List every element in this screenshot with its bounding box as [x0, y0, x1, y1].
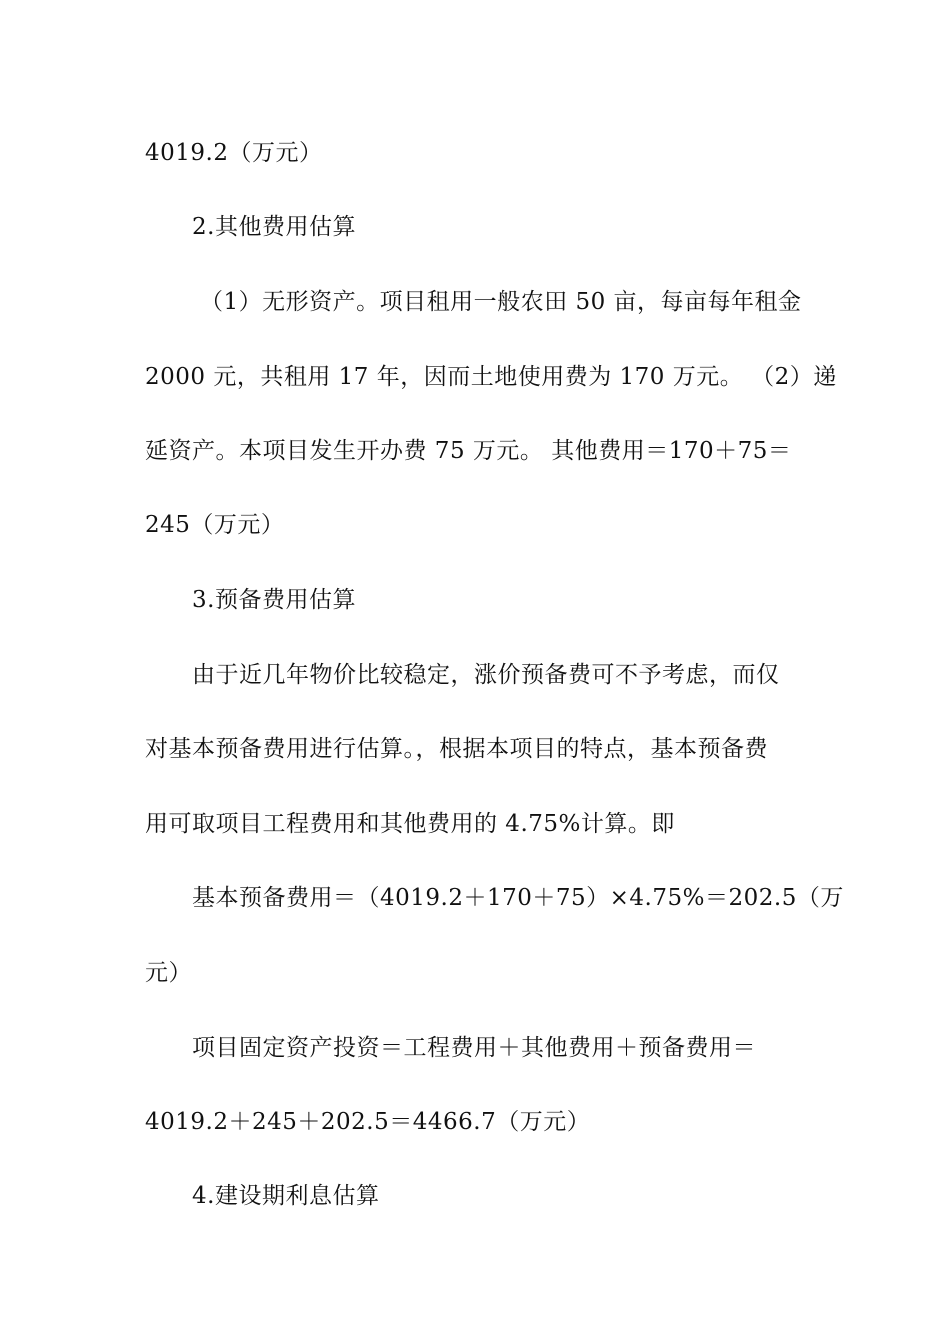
- formula-line: 基本预备费用＝（4019.2＋170＋75）×4.75%＝202.5（万: [192, 885, 844, 911]
- formula-line: 项目固定资产投资＝工程费用＋其他费用＋预备费用＝: [192, 1035, 756, 1061]
- text-line: 245（万元）: [145, 512, 285, 538]
- formula-line: 4019.2＋245＋202.5＝4466.7（万元）: [145, 1109, 591, 1135]
- section-heading: 4.建设期利息估算: [192, 1183, 380, 1209]
- section-heading: 3.预备费用估算: [192, 587, 356, 613]
- text-line: 用可取项目工程费用和其他费用的 4.75%计算。即: [145, 811, 675, 837]
- text-line: （1）无形资产。项目租用一般农田 50 亩，每亩每年租金: [200, 289, 802, 315]
- text-line: 4019.2（万元）: [145, 140, 323, 166]
- text-line: 元）: [145, 960, 192, 986]
- text-line: 对基本预备费用进行估算。，根据本项目的特点，基本预备费: [145, 736, 768, 762]
- section-heading: 2.其他费用估算: [192, 214, 356, 240]
- text-line: 由于近几年物价比较稳定，涨价预备费可不予考虑，而仅: [192, 662, 780, 688]
- text-line: 2000 元，共租用 17 年，因而土地使用费为 170 万元。 （2）递: [145, 364, 837, 390]
- text-line: 延资产。本项目发生开办费 75 万元。 其他费用＝170＋75＝: [145, 438, 792, 464]
